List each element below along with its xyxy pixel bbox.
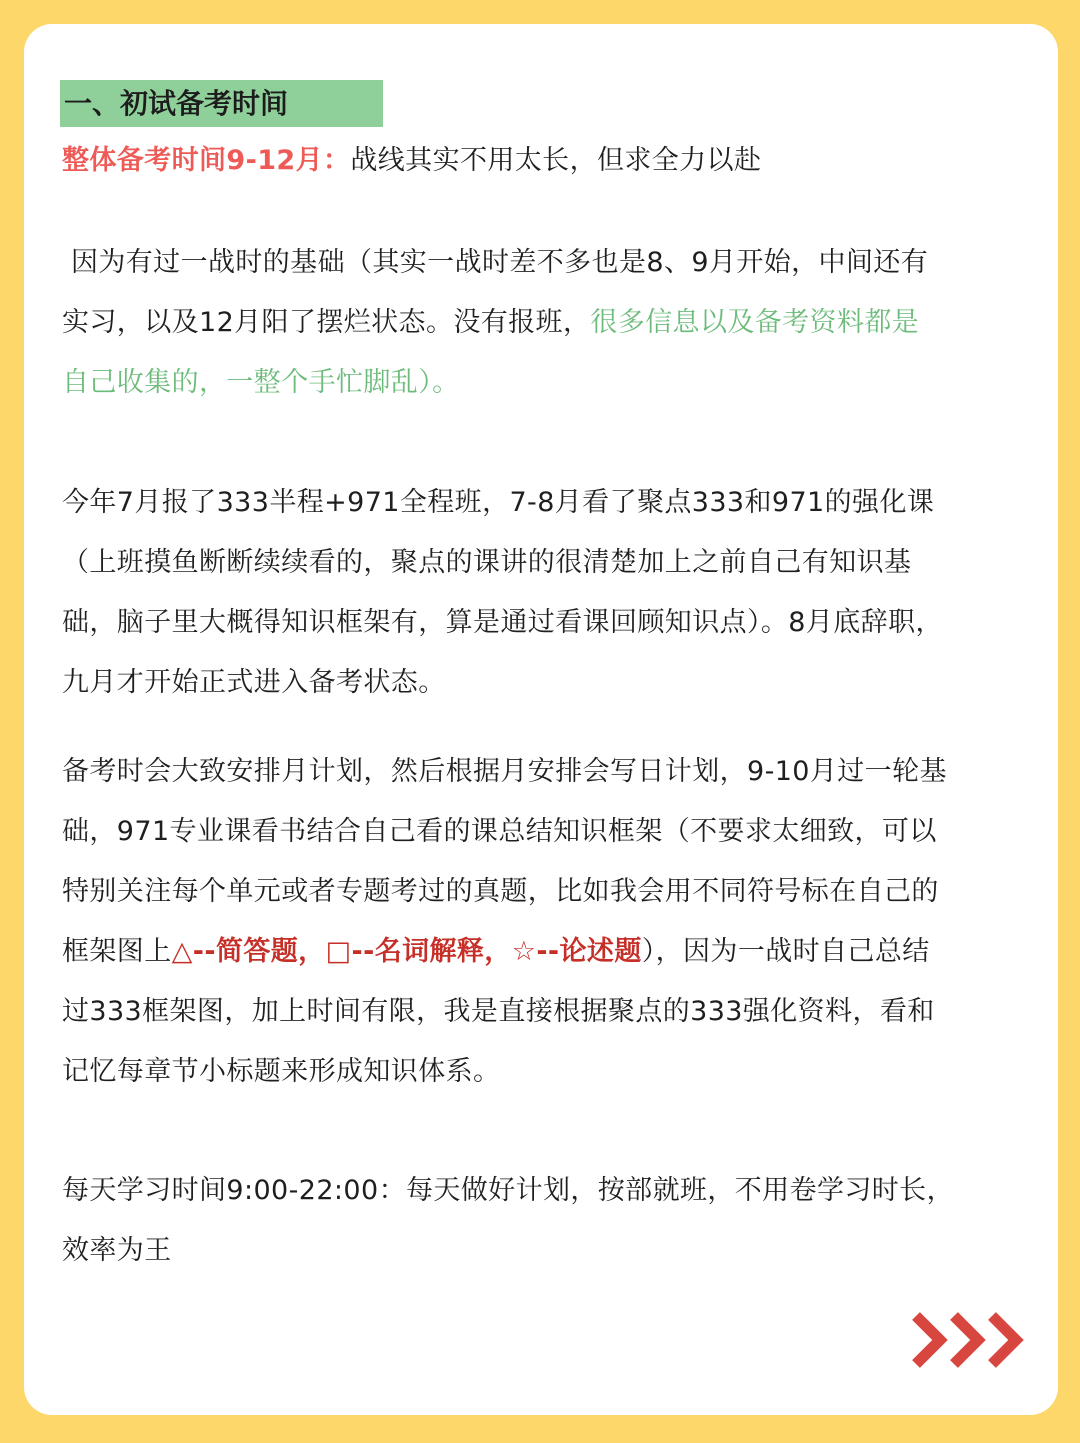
line-text: ），因为一战时自己总结 bbox=[641, 936, 930, 967]
green-highlight-text: 自己收集的，一整个手忙脚乱）。 bbox=[62, 367, 460, 398]
paragraph-line: 备考时会大致安排月计划，然后根据月安排会写日计划，9-10月过一轮基 bbox=[62, 756, 947, 787]
paragraph-line: 因为有过一战时的基础（其实一战时差不多也是8、9月开始，中间还有 bbox=[62, 247, 929, 278]
paragraph-line bbox=[62, 922, 1032, 982]
symbol-legend: △--简答题，□--名词解释，☆--论述题 bbox=[171, 936, 642, 967]
line-text: 框架图上 bbox=[62, 936, 172, 967]
triple-chevron-right-icon[interactable] bbox=[910, 1308, 1030, 1372]
green-highlight-text: 很多信息以及备考资料都是 bbox=[590, 307, 920, 338]
section-heading: 一、初试备考时间 bbox=[60, 80, 383, 127]
paragraph-plan bbox=[62, 742, 1032, 1102]
paragraph-line: 九月才开始正式进入备考状态。 bbox=[62, 667, 446, 698]
line-text: 实习，以及12月阳了摆烂状态。没有报班， bbox=[62, 307, 591, 338]
paragraph-line bbox=[62, 131, 1032, 191]
paragraph-line bbox=[62, 293, 1032, 353]
paragraph-line: 础，971专业课看书结合自己看的课总结知识框架（不要求太细致，可以 bbox=[62, 816, 937, 847]
paragraph-line: 今年7月报了333半程+971全程班，7-8月看了聚点333和971的强化课 bbox=[62, 487, 935, 518]
paragraph-line: 记忆每章节小标题来形成知识体系。 bbox=[62, 1056, 501, 1087]
paragraph-overall-time bbox=[62, 131, 1032, 191]
chevron-icon bbox=[954, 1316, 978, 1364]
paragraph-line: 特别关注每个单元或者专题考过的真题，比如我会用不同符号标在自己的 bbox=[62, 876, 939, 907]
chevron-icon bbox=[992, 1316, 1016, 1364]
chevron-icon bbox=[916, 1316, 940, 1364]
overall-time-text: 战线其实不用太长，但求全力以赴 bbox=[350, 145, 762, 176]
paragraph-background bbox=[62, 233, 1032, 413]
paragraph-line: 每天学习时间9:00-22:00：每天做好计划，按部就班，不用卷学习时长， bbox=[62, 1175, 954, 1206]
paragraph-daily-schedule bbox=[62, 1161, 1032, 1281]
paragraph-line: 础，脑子里大概得知识框架有，算是通过看课回顾知识点）。8月底辞职， bbox=[62, 607, 943, 638]
paragraph-line: （上班摸鱼断断续续看的，聚点的课讲的很清楚加上之前自己有知识基 bbox=[62, 547, 912, 578]
overall-time-highlight: 整体备考时间9-12月： bbox=[62, 145, 351, 176]
paragraph-line: 效率为王 bbox=[62, 1235, 172, 1266]
paragraph-course bbox=[62, 473, 1032, 713]
paragraph-line: 过333框架图，加上时间有限，我是直接根据聚点的333强化资料，看和 bbox=[62, 996, 935, 1027]
